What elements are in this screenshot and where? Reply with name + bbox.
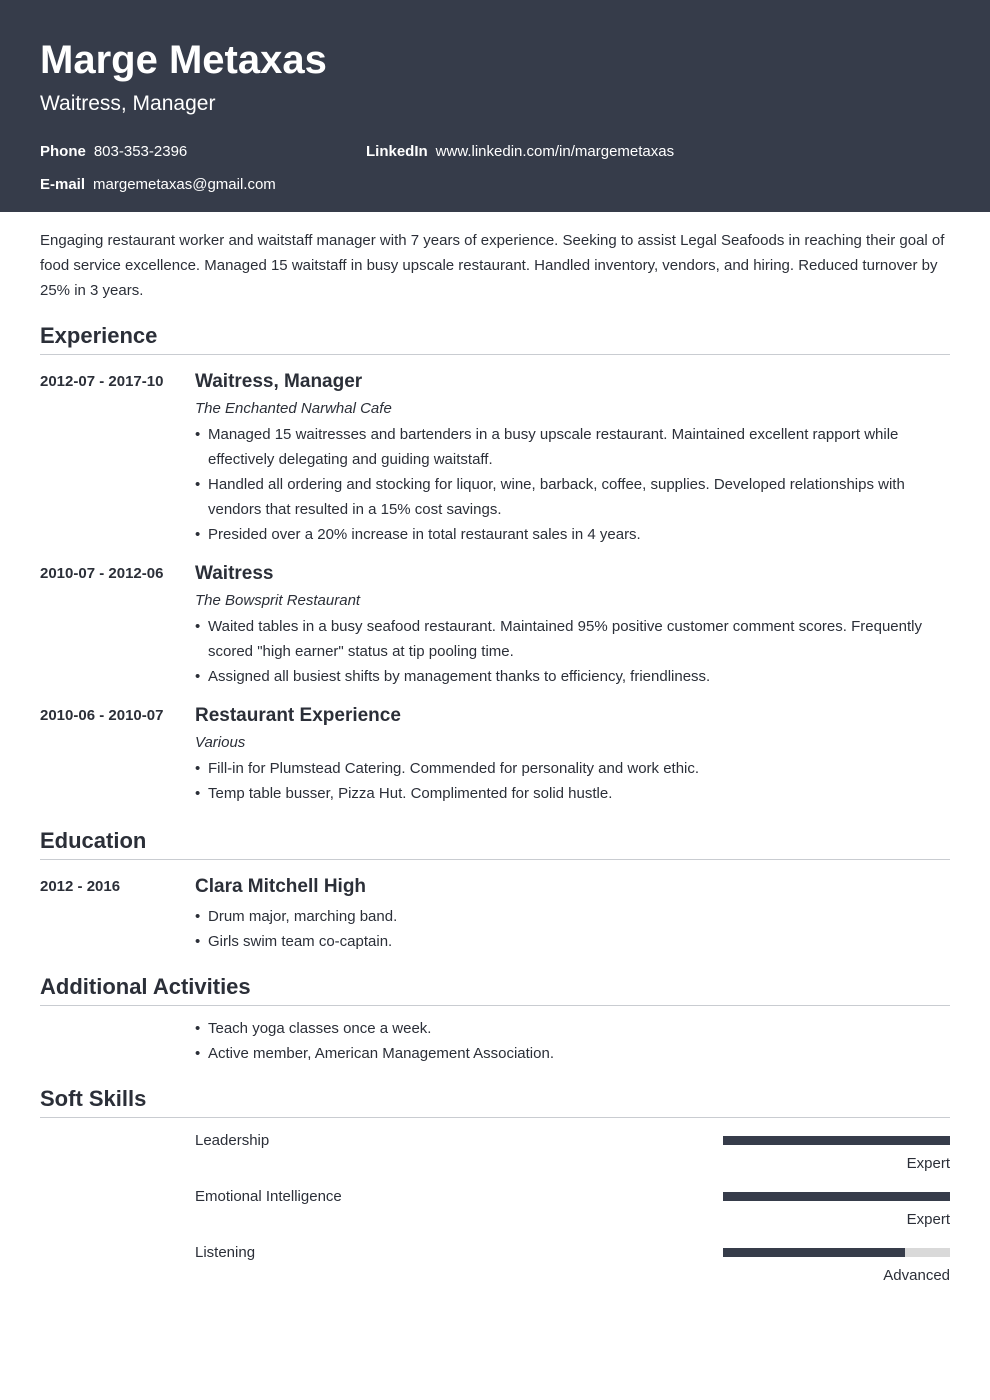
experience-heading: Experience — [40, 323, 950, 355]
first-name: Marge — [40, 38, 158, 82]
skill-item — [195, 1188, 950, 1244]
email-label: E-mail — [40, 176, 86, 193]
education-entry — [40, 876, 950, 954]
skill-item — [195, 1132, 950, 1188]
resume-header — [0, 0, 990, 212]
entry-title: Waitress, Manager — [195, 371, 363, 392]
bullet-item: • Temp table busser, Pizza Hut. Complimented for solid hustle. — [195, 781, 950, 806]
activities-heading: Additional Activities — [40, 974, 950, 1006]
skill-bar-fill — [723, 1192, 950, 1201]
entry-organization: Various — [195, 734, 246, 751]
bullet-item: • Active member, American Management Association. — [195, 1041, 950, 1066]
skills-list — [195, 1132, 950, 1300]
entry-title: Waitress — [195, 563, 274, 584]
experience-entry — [40, 563, 950, 689]
skill-item — [195, 1244, 950, 1300]
activities-entry — [40, 1016, 950, 1066]
skill-name: Listening — [195, 1244, 256, 1261]
bullet-item: • Assigned all busiest shifts by management thanks to efficiency, friendliness. — [195, 664, 950, 689]
skill-name: Emotional Intelligence — [195, 1188, 342, 1205]
bullet-item: • Managed 15 waitresses and bartenders in a busy upscale restaurant. Maintained excellent rapport while effectively delegating and guiding waitstaff. — [195, 422, 950, 472]
last-name: Metaxas — [168, 38, 327, 82]
entry-bullets — [195, 756, 950, 806]
skill-bar-fill — [723, 1248, 905, 1257]
summary-paragraph: Engaging restaurant worker and waitstaff manager with 7 years of experience. Seeking to assist Legal Seafoods in reaching their goal of food service excellence. Managed 15 waitstaff in busy upscale restaurant. Handled inventory, vendors, and hiring. Reduced turnover by 25% in 3 years. — [40, 232, 945, 299]
education-bullets — [195, 904, 950, 954]
contact-phone — [40, 143, 187, 160]
contact-email — [40, 176, 276, 193]
bullet-item: • Waited tables in a busy seafood restaurant. Maintained 95% positive customer comment scores. Frequently scored "high earner" status at tip pooling time. — [195, 614, 950, 664]
experience-entry — [40, 705, 950, 806]
entry-organization: The Bowsprit Restaurant — [195, 592, 361, 609]
entry-bullets — [195, 614, 950, 689]
bullet-item: • Handled all ordering and stocking for liquor, wine, barback, coffee, supplies. Developed relationships with vendors that resulted in a 15% cost savings. — [195, 472, 950, 522]
entry-dates: 2012 - 2016 — [40, 878, 121, 895]
skill-level: Advanced — [883, 1267, 950, 1284]
bullet-item: • Girls swim team co-captain. — [195, 929, 950, 954]
entry-bullets — [195, 422, 950, 547]
experience-entry — [40, 371, 950, 547]
entry-dates: 2010-06 - 2010-07 — [40, 707, 164, 724]
skill-bar-fill — [723, 1136, 950, 1145]
entry-title: Restaurant Experience — [195, 705, 401, 726]
skill-bar — [723, 1248, 950, 1257]
activities-bullets — [195, 1016, 950, 1066]
job-title: Waitress, Manager — [40, 92, 216, 115]
candidate-name — [40, 38, 950, 82]
email-link[interactable]: margemetaxas@gmail.com — [93, 176, 276, 193]
linkedin-label: LinkedIn — [366, 143, 428, 160]
skill-level: Expert — [906, 1211, 950, 1228]
entry-dates: 2012-07 - 2017-10 — [40, 373, 164, 390]
phone-value[interactable]: 803-353-2396 — [93, 143, 188, 160]
skill-bar — [723, 1192, 950, 1201]
skill-bar — [723, 1136, 950, 1145]
bullet-item: • Fill-in for Plumstead Catering. Commended for personality and work ethic. — [195, 756, 950, 781]
phone-label: Phone — [40, 143, 86, 160]
entry-organization: The Enchanted Narwhal Cafe — [195, 400, 392, 417]
skill-name: Leadership — [195, 1132, 270, 1149]
skill-level: Expert — [906, 1155, 950, 1172]
entry-dates: 2010-07 - 2012-06 — [40, 565, 164, 582]
contact-linkedin — [366, 143, 674, 160]
soft-skills-heading: Soft Skills — [40, 1086, 950, 1118]
bullet-item: • Presided over a 20% increase in total restaurant sales in 4 years. — [195, 522, 950, 547]
school-name: Clara Mitchell High — [195, 876, 367, 897]
linkedin-link[interactable]: www.linkedin.com/in/margemetaxas — [435, 143, 675, 160]
bullet-item: • Drum major, marching band. — [195, 904, 950, 929]
education-heading: Education — [40, 828, 950, 860]
bullet-item: • Teach yoga classes once a week. — [195, 1016, 950, 1041]
resume-body — [0, 228, 990, 1300]
